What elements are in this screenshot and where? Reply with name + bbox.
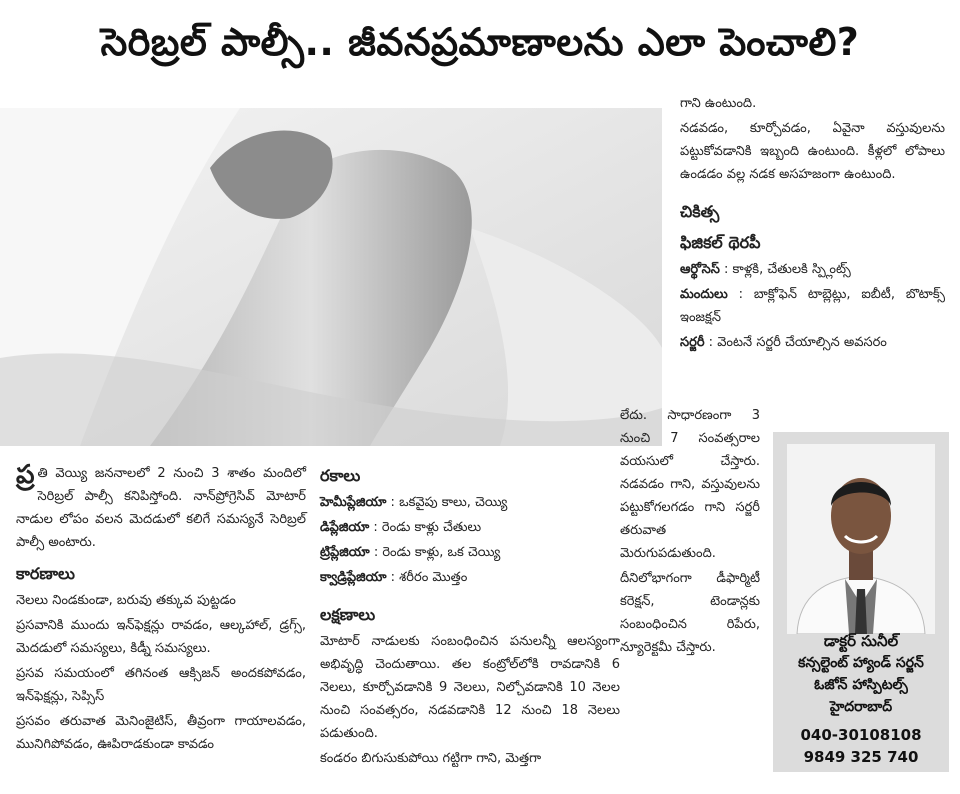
column-types [320, 462, 620, 772]
doctor-portrait [787, 444, 935, 634]
treatment-item [680, 283, 945, 329]
doctor-phone-1: 040-30108108 [800, 726, 922, 744]
intro-text: తి వెయ్యి జననాలలో 2 నుంచి 3 శాతం మందిలో సెరిబ్రల్ పాల్సీ కనిపిస్తోంది. నాన్‌ప్రోగ్రెసివ్ మోటార్ నాడుల లోపం వలన మెదడులో కలిగే సమస్యనే సెరిబ్రల్ పాల్సీ అంటారు. [16, 466, 306, 550]
causes-heading: కారణాలు [16, 564, 75, 583]
type-desc: : ఒకవైపు కాలు, చెయ్యి [386, 495, 508, 510]
symptoms-heading: లక్షణాలు [320, 605, 376, 624]
dropcap: ప్ర [16, 460, 35, 490]
surgery-paragraph: లేదు. సాధారణంగా 3 నుంచి 7 సంవత్సరాల వయసులో చేస్తారు. నడవడం గాని, వస్తువులను పట్టుకోగలగడం గాని సర్జరీ తరువాత మెరుగుపడుతుంది. [620, 408, 760, 561]
doctor-name: డాక్టర్ సునీల్ [823, 632, 899, 650]
continued-text: గాని ఉంటుంది. [680, 96, 757, 111]
type-term: ట్రిప్లేజియా [320, 545, 370, 560]
difficulty-paragraph: నడవడం, కూర్చోవడం, ఏవైనా వస్తువులను పట్టుకోవడానికి ఇబ్బంది ఉంటుంది. కీళ్లలో లోపాలు ఉండడం వల్ల నడక అసహజంగా ఉంటుంది. [680, 121, 945, 182]
doctor-phone-2: 9849 325 740 [803, 748, 919, 766]
type-item [320, 566, 620, 589]
treatment-term: మందులు [680, 287, 728, 302]
type-desc: : రెండు కాళ్లు చేతులు [369, 520, 482, 535]
treatment-term: సర్జరీ [680, 335, 705, 350]
doctor-info [773, 630, 949, 768]
cause-item: నెలలు నిండకుండా, బరువు తక్కువ పుట్టడం [16, 593, 236, 608]
symptoms-paragraph-2: కండరం బిగుసుకుపోయి గట్టిగా గాని, మెత్తగా [320, 751, 542, 766]
column-surgery [620, 404, 760, 661]
treatment-desc: : కాళ్లకి, చేతులకి స్ప్లింట్స్ [719, 262, 851, 277]
doctor-photo [787, 444, 935, 634]
physio-heading: ఫిజికల్ థెరపీ [680, 233, 761, 252]
doctor-title: కన్సల్టెంట్ హ్యాండ్ సర్జన్ [798, 655, 924, 671]
cause-item: ప్రసవం తరువాత మెనింజైటిస్, తీవ్రంగా గాయాలవడం, మునిగిపోవడం, ఊపిరాడకుండా కావడం [16, 714, 306, 752]
type-item [320, 516, 620, 539]
treatment-desc: : బాక్లోఫెన్ టాబ్లెట్లు, ఐబీటీ, బొటాక్స్ ఇంజక్షన్ [680, 287, 945, 325]
cause-item: ప్రసవ సమయంలో తగినంత ఆక్సిజన్ అందకపోవడం, ఇన్‌ఫెక్షన్లు, సెప్సిస్ [16, 666, 306, 704]
arm-photo-illustration [0, 108, 662, 446]
intro-paragraph [16, 462, 306, 554]
type-term: క్వాడ్రిప్లేజియా [320, 570, 387, 585]
type-item [320, 541, 620, 564]
article-photo [0, 108, 662, 446]
treatment-item [680, 258, 945, 281]
type-term: డిప్లేజియా [320, 520, 370, 535]
type-term: హెమీప్లేజియా [320, 495, 387, 510]
type-desc: : శరీరం మొత్తం [386, 570, 468, 585]
headline: సెరిబ్రల్ పాల్సీ.. జీవనప్రమాణాలను ఎలా పెంచాలి? [100, 20, 860, 64]
type-desc: : రెండు కాళ్లు, ఒక చెయ్యి [369, 545, 501, 560]
treatment-desc: : వెంటనే సర్జరీ చేయాల్సిన అవసరం [704, 335, 887, 350]
treatment-item [680, 331, 945, 354]
treatment-term: ఆర్థోసెస్ [680, 262, 720, 277]
doctor-city: హైదరాబాద్ [829, 699, 893, 715]
treatment-heading: చికిత్స [680, 202, 720, 221]
column-intro [16, 462, 306, 758]
column-treatment [680, 92, 945, 356]
type-item [320, 491, 620, 514]
types-heading: రకాలు [320, 466, 361, 485]
doctor-hospital: ఓజోన్ హాస్పిటల్స్ [814, 677, 908, 693]
surgery-paragraph-2: దీనిలోభాగంగా డీఫార్మిటీ కరెక్షన్, టెండాన్లకు సంబంధించిన రిపేరు, న్యూరెక్టమీ చేస్తారు. [620, 571, 760, 655]
symptoms-paragraph: మోటార్ నాడులకు సంబంధించిన పనులన్నీ ఆలస్యంగా అభివృద్ధి చెందుతాయి. తల కంట్రోల్‌లోకి రావడానికి 6 నెలలు, కూర్చోవడానికి 9 నెలలు, నిల్చోవడానికి 10 నెలల నుంచి సంవత్సరం, నడవడానికి 12 నుంచి 18 నెలలు పడుతుంది. [320, 634, 620, 741]
doctor-card [773, 432, 949, 772]
cause-item: ప్రసవానికి ముందు ఇన్‌ఫెక్షన్లు రావడం, ఆల్కహాల్, డ్రగ్స్, మెదడులో సమస్యలు, కిడ్నీ సమస్యలు. [16, 618, 306, 656]
